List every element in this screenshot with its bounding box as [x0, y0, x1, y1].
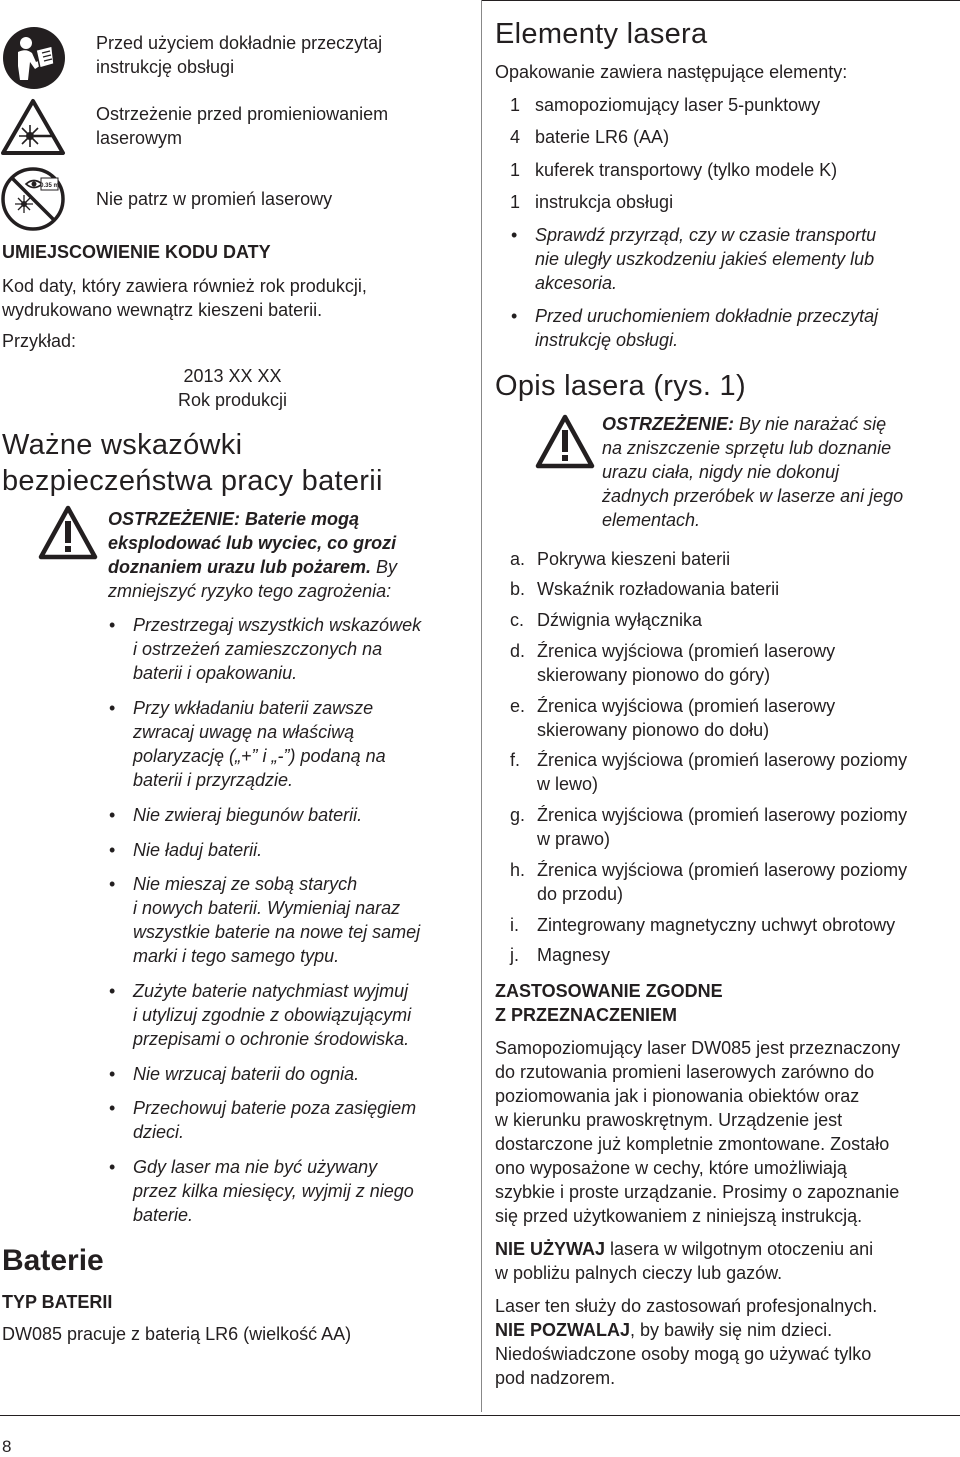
text-line: , by bawiły się nim dzieci. — [630, 1320, 833, 1340]
safety-bullet — [133, 1096, 473, 1144]
safety-bullet — [133, 613, 473, 685]
bullet-line: • Przestrzegaj wszystkich wskazówek — [133, 615, 422, 635]
part-text — [537, 943, 957, 967]
bullet-line: zwracaj uwagę na właściwą — [133, 722, 355, 742]
part-line: skierowany pionowo do dołu) — [537, 720, 770, 740]
battery-warning-text — [108, 507, 468, 603]
laser-radiation-warning-icon — [0, 98, 66, 156]
professional-use-paragraph — [495, 1294, 877, 1390]
legend-line: Ostrzeżenie przed promieniowaniem — [96, 104, 389, 124]
heading-line: ZASTOSOWANIE ZGODNE — [495, 981, 723, 1001]
footer-rule — [0, 1415, 960, 1416]
part-line: skierowany pionowo do góry) — [537, 665, 771, 685]
part-text — [537, 858, 957, 906]
battery-type-text: DW085 pracuje z baterią LR6 (wielkość AA) — [2, 1324, 352, 1344]
example-caption: Rok produkcji — [177, 390, 288, 410]
part-letter: h. — [510, 860, 526, 880]
text-line: Niedoświadczone osoby mogą go używać tylko — [495, 1344, 872, 1364]
bullet-line: nie uległy uszkodzeniu jakieś elementy lub — [535, 249, 875, 269]
bullet-line: polaryzację („+” i „-”) podaną na — [133, 746, 386, 766]
element-text: kuferek transportowy (tylko modele K) — [535, 160, 838, 180]
part-letter: a. — [510, 549, 526, 569]
laser-elements-title: Elementy lasera — [495, 18, 708, 50]
text-line: Kod daty, który zawiera również rok produkcji, — [2, 276, 367, 296]
part-text — [537, 748, 957, 796]
part-line: Zintegrowany magnetyczny uchwyt obrotowy — [537, 915, 896, 935]
text-line: się przed użytkowaniem z niniejszą instrukcją. — [495, 1206, 863, 1226]
warning-icon — [38, 505, 98, 561]
element-text: samopoziomujący laser 5-punktowy — [535, 95, 821, 115]
safety-bullet — [133, 872, 473, 968]
warning-label: OSTRZEŻENIE: — [602, 414, 735, 434]
part-line: Źrenica wyjściowa (promień laserowy poziomy — [537, 860, 908, 880]
text-line: pod nadzorem. — [495, 1368, 616, 1388]
page-number: 8 — [2, 1437, 12, 1456]
bullet-line: • Nie zwieraj biegunów baterii. — [133, 805, 363, 825]
bullet-line: baterii i opakowaniu. — [133, 663, 298, 683]
text-line: do rzutowania promieni laserowych zarówno do — [495, 1062, 875, 1082]
part-letter: i. — [510, 915, 519, 935]
bullet-line: • Przed uruchomieniem dokładnie przeczytaj — [535, 306, 879, 326]
part-text — [537, 547, 957, 571]
text-line: wydrukowano wewnątrz kieszeni baterii. — [2, 300, 323, 320]
element-qty: 1 — [510, 192, 521, 212]
bullet-line: • Nie wrzucaj baterii do ognia. — [133, 1064, 360, 1084]
warning-line: eksplodować lub wyciec, co grozi — [108, 533, 397, 553]
warning-line: elementach. — [602, 510, 701, 530]
safety-bullet — [133, 1155, 473, 1227]
part-line: w prawo) — [537, 829, 611, 849]
text-line: Laser ten służy do zastosowań profesjonalnych. — [495, 1296, 878, 1316]
part-letter: j. — [510, 945, 519, 965]
safety-bullet — [133, 1062, 473, 1086]
title-line: Ważne wskazówki — [2, 429, 243, 461]
bullet-line: i nowych baterii. Wymieniaj naraz — [133, 898, 401, 918]
bullet-line: • Przy wkładaniu baterii zawsze — [133, 698, 374, 718]
part-line: Magnesy — [537, 945, 611, 965]
bullet-line: baterie. — [133, 1205, 194, 1225]
bullet-line: • Zużyte baterie natychmiast wyjmuj — [133, 981, 409, 1001]
icon-legend-no-stare: Nie patrz w promień laserowy — [96, 189, 333, 209]
bullet-line: akcesoria. — [535, 273, 618, 293]
safety-bullet — [133, 838, 473, 862]
laser-description-title: Opis lasera (rys. 1) — [495, 370, 746, 402]
text-line: Samopoziomujący laser DW085 jest przeznaczony — [495, 1038, 901, 1058]
element-text: baterie LR6 (AA) — [535, 127, 670, 147]
part-text — [537, 577, 957, 601]
element-bullet — [535, 223, 955, 295]
bullet-line: przez kilka miesięcy, wyjmij z niego — [133, 1181, 414, 1201]
intended-use-heading — [495, 979, 723, 1027]
legend-line: laserowym — [96, 128, 183, 148]
warning-line: By nie narażać się — [734, 414, 887, 434]
bullet-line: przepisami o ochronie środowiska. — [133, 1029, 410, 1049]
bullet-line: • Gdy laser ma nie być używany — [133, 1157, 378, 1177]
part-letter: e. — [510, 696, 526, 716]
bullet-line: instrukcję obsługi. — [535, 330, 679, 350]
part-text — [537, 803, 957, 851]
legend-line: Przed użyciem dokładnie przeczytaj — [96, 33, 383, 53]
example-code: 2013 XX XX — [183, 366, 282, 386]
element-qty: 4 — [510, 127, 521, 147]
top-rule — [482, 0, 960, 1]
safety-bullet — [133, 696, 473, 792]
part-letter: b. — [510, 579, 526, 599]
safety-bullet — [133, 803, 473, 827]
warning-line: na zniszczenie sprzętu lub doznanie — [602, 438, 892, 458]
warning-line: doznaniem urazu lub pożarem. — [108, 557, 372, 577]
bullet-line: dzieci. — [133, 1122, 185, 1142]
element-bullet — [535, 304, 955, 352]
do-not-use-paragraph — [495, 1237, 873, 1285]
part-letter: f. — [510, 750, 521, 770]
bullet-line: • Przechowuj baterie poza zasięgiem — [133, 1098, 417, 1118]
part-line: do przodu) — [537, 884, 624, 904]
battery-type-heading: TYP BATERII — [2, 1292, 113, 1312]
emphasis: NIE POZWALAJ — [495, 1320, 631, 1340]
part-line: Źrenica wyjściowa (promień laserowy — [537, 641, 836, 661]
part-line: Wskaźnik rozładowania baterii — [537, 579, 780, 599]
text-line: ono wyposażone w cechy, które umożliwiają — [495, 1158, 847, 1178]
bullet-line: • Nie ładuj baterii. — [133, 840, 263, 860]
intended-use-paragraph — [495, 1036, 900, 1228]
warning-line: żadnych przeróbek w laserze ani jego — [602, 486, 904, 506]
laser-warning-text — [602, 412, 952, 532]
warning-line-tail: By — [371, 557, 398, 577]
warning-line: urazu ciała, nigdy nie dokonuj — [602, 462, 840, 482]
text-line: w pobliżu palnych cieczy lub gazów. — [495, 1263, 783, 1283]
icon-legend-laser-radiation — [96, 102, 388, 150]
part-text — [537, 608, 957, 632]
part-letter: g. — [510, 805, 526, 825]
date-code-heading: UMIEJSCOWIENIE KODU DATY — [2, 242, 271, 262]
text-line: lasera w wilgotnym otoczeniu ani — [605, 1239, 874, 1259]
bullet-line: wszystkie baterie na nowe tej samej — [133, 922, 421, 942]
batteries-title: Baterie — [2, 1244, 104, 1277]
element-text: instrukcja obsługi — [535, 192, 674, 212]
safety-bullet — [133, 979, 473, 1051]
legend-line: instrukcję obsługi — [96, 57, 235, 77]
laser-elements-intro: Opakowanie zawiera następujące elementy: — [495, 62, 848, 82]
part-line: Dźwignia wyłącznika — [537, 610, 703, 630]
svg-text:0.35 m: 0.35 m — [40, 183, 59, 189]
bullet-line: • Nie mieszaj ze sobą starych — [133, 874, 358, 894]
text-line: poziomowania jak i pionowania obiektów oraz — [495, 1086, 860, 1106]
text-line: dostarczone już kompletnie zmontowane. Zostało — [495, 1134, 890, 1154]
warning-line: OSTRZEŻENIE: Baterie mogą — [108, 509, 360, 529]
bullet-line: i utylizuj zgodnie z obowiązującymi — [133, 1005, 412, 1025]
read-manual-icon — [2, 26, 66, 90]
warning-line: zmniejszyć ryzyko tego zagrożenia: — [108, 581, 392, 601]
text-line: szybkie i proste urządzanie. Prosimy o zapoznanie — [495, 1182, 900, 1202]
part-letter: c. — [510, 610, 525, 630]
heading-line: Z PRZEZNACZENIEM — [495, 1005, 677, 1025]
emphasis: NIE UŻYWAJ — [495, 1239, 606, 1259]
bullet-line: baterii i przyrządzie. — [133, 770, 294, 790]
warning-icon — [535, 414, 595, 470]
bullet-line: • Sprawdź przyrząd, czy w czasie transportu — [535, 225, 877, 245]
date-code-text — [2, 274, 367, 322]
part-line: w lewo) — [537, 774, 599, 794]
part-line: Źrenica wyjściowa (promień laserowy poziomy — [537, 750, 908, 770]
part-letter: d. — [510, 641, 526, 661]
example-label: Przykład: — [2, 331, 77, 351]
element-qty: 1 — [510, 95, 521, 115]
part-line: Źrenica wyjściowa (promień laserowy poziomy — [537, 805, 908, 825]
battery-safety-title — [2, 427, 383, 499]
part-line: Pokrywa kieszeni baterii — [537, 549, 731, 569]
text-line: w kierunku prawoskrętnym. Urządzenie jest — [495, 1110, 843, 1130]
element-qty: 1 — [510, 160, 521, 180]
bullet-line: marki i tego samego typu. — [133, 946, 340, 966]
part-text — [537, 639, 957, 687]
part-line: Źrenica wyjściowa (promień laserowy — [537, 696, 836, 716]
no-stare-laser-icon — [0, 166, 66, 232]
part-text — [537, 913, 957, 937]
example-block — [150, 364, 315, 412]
column-divider — [481, 0, 482, 1412]
part-text — [537, 694, 957, 742]
bullet-line: i ostrzeżeń zamieszczonych na — [133, 639, 383, 659]
icon-legend-read-manual — [96, 31, 382, 79]
title-line: bezpieczeństwa pracy baterii — [2, 465, 383, 497]
